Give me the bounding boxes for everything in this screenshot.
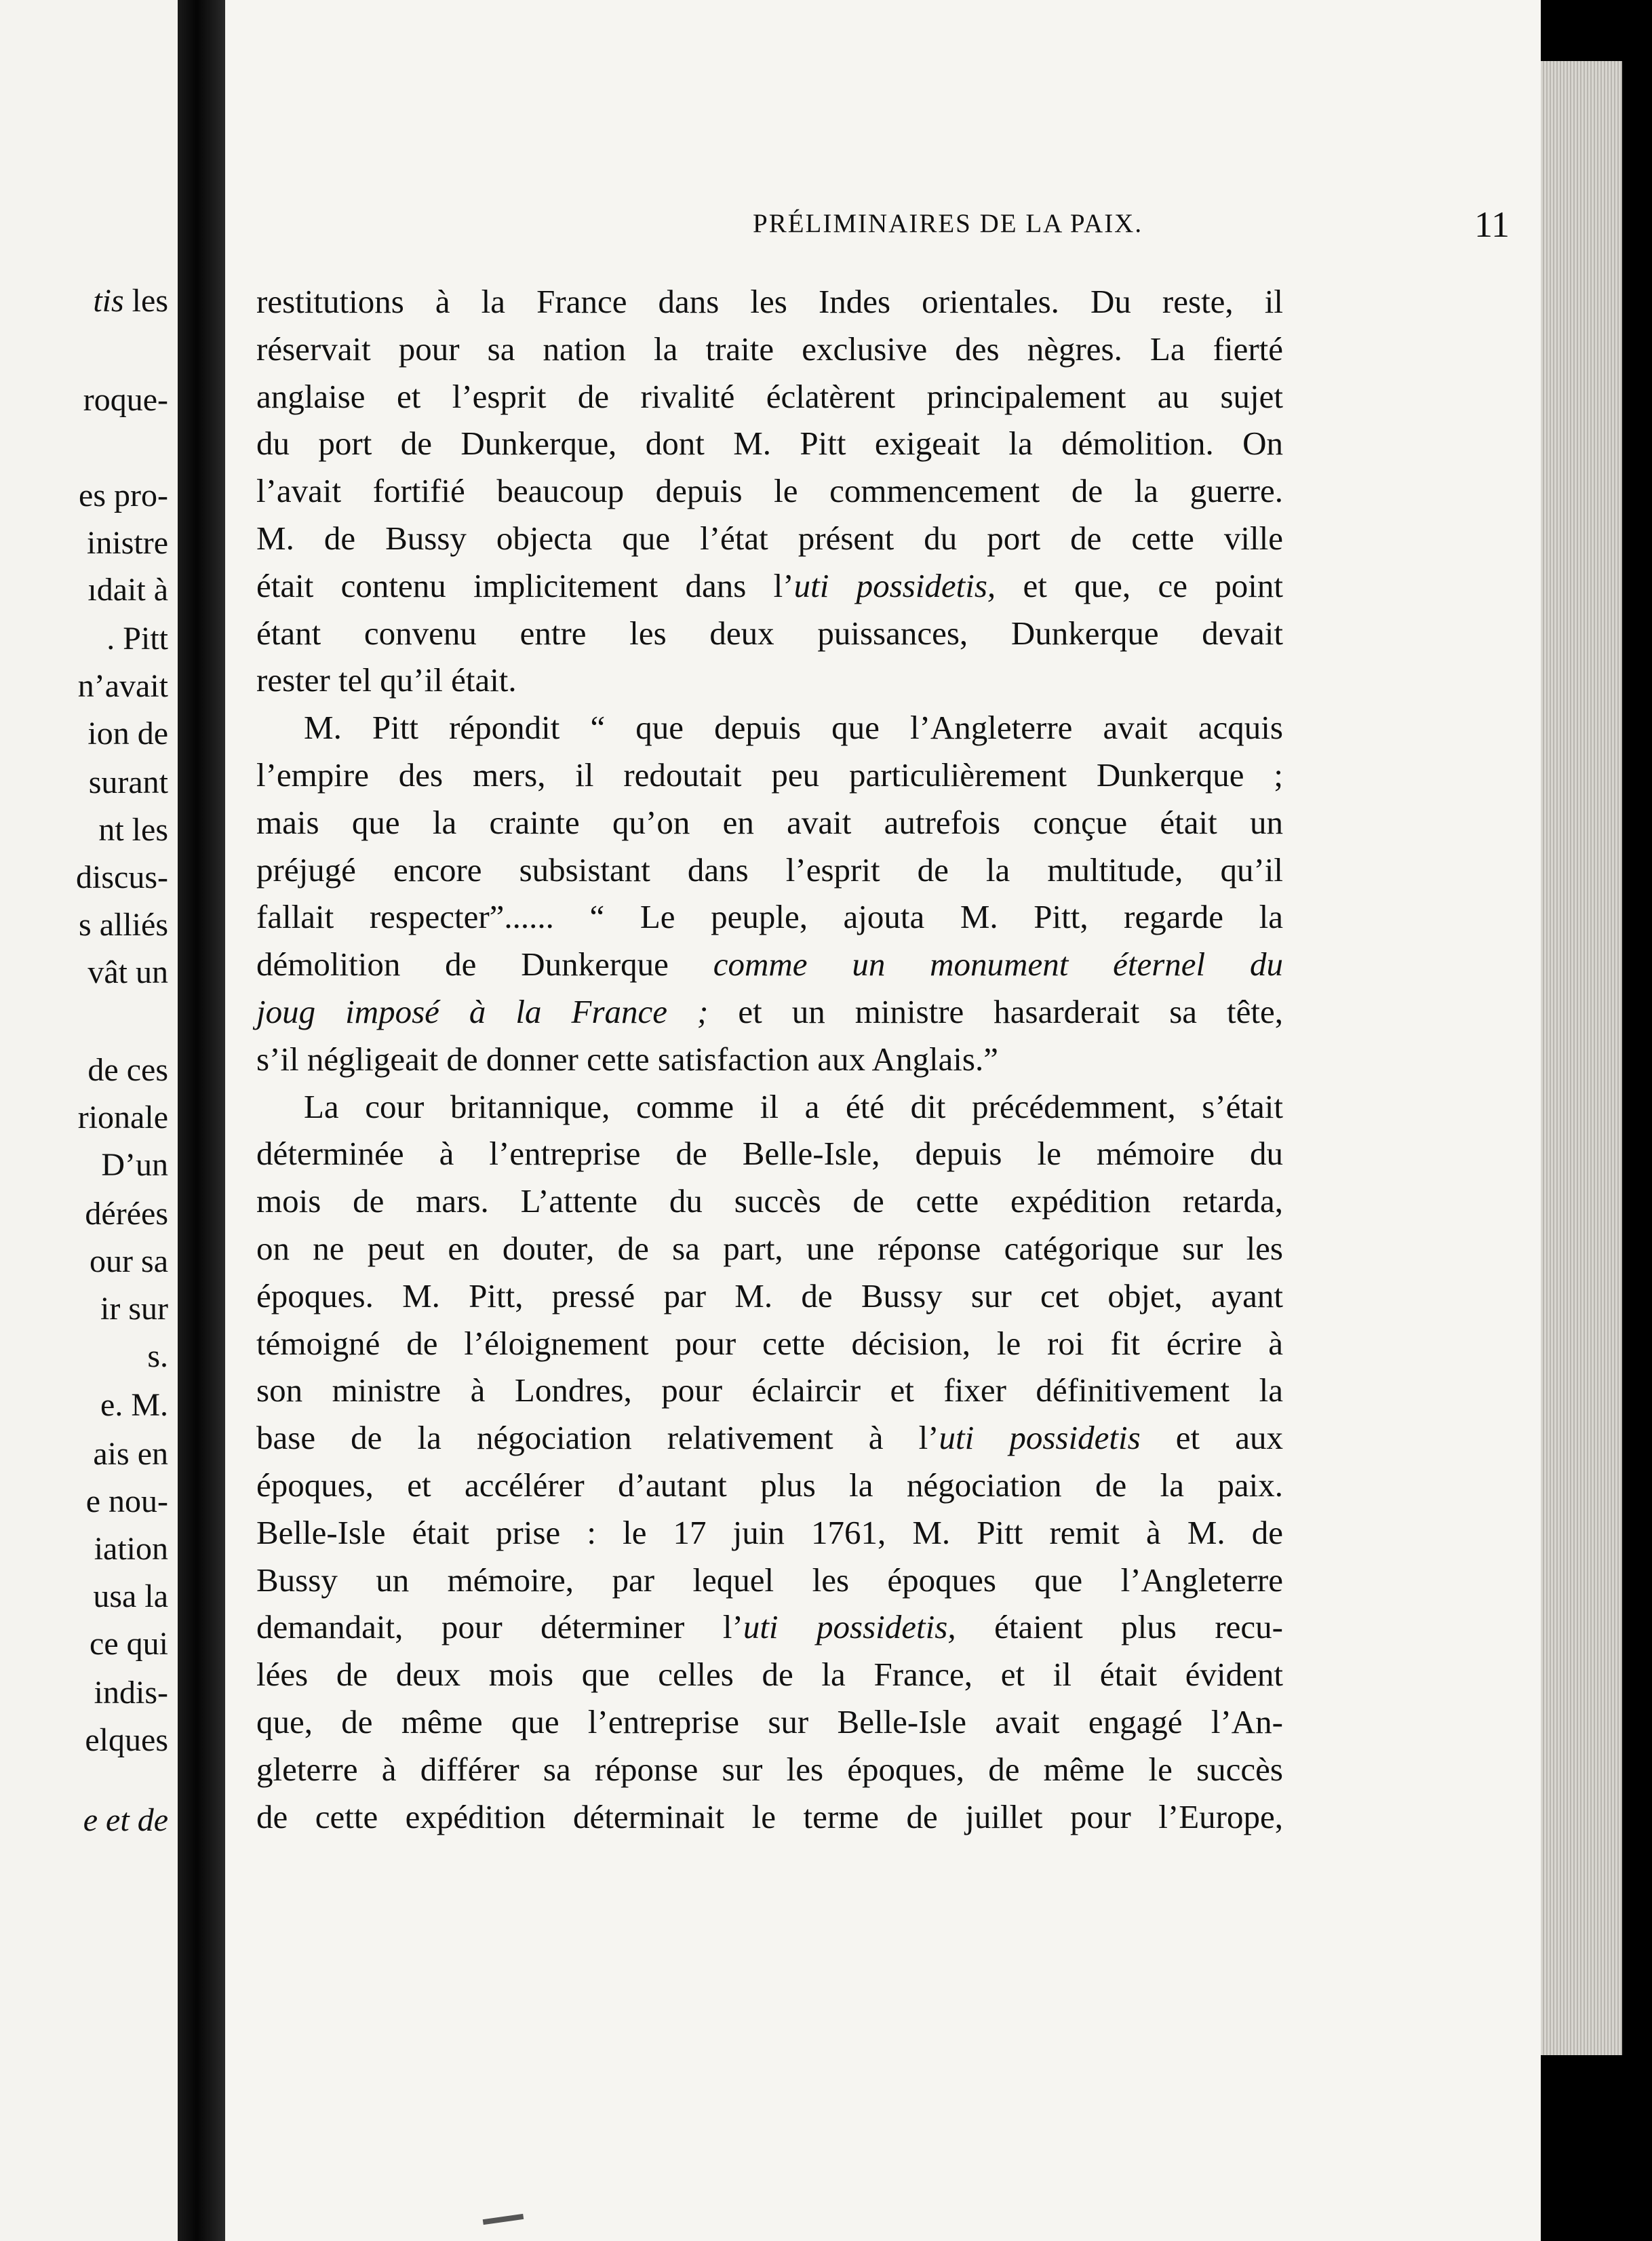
text-line bbox=[256, 1367, 1283, 1414]
facing-page-line-fragment bbox=[98, 814, 168, 846]
fragment-text: e. M. bbox=[100, 1387, 168, 1423]
fragment-text: dérées bbox=[85, 1196, 168, 1232]
text-line bbox=[256, 1177, 1283, 1225]
text-line bbox=[256, 326, 1283, 373]
facing-page-line-fragment bbox=[147, 1340, 168, 1373]
fragment-text: iation bbox=[94, 1531, 168, 1567]
text-run: préjugé encore subsistant dans l’esprit de la multitude, qu’il bbox=[256, 851, 1283, 889]
italic-text: uti possidetis, bbox=[743, 1608, 956, 1646]
text-run: étant convenu entre les deux puissances, Dunkerque devait bbox=[256, 614, 1283, 652]
text-line bbox=[256, 1036, 1283, 1083]
facing-page-fragment bbox=[0, 0, 178, 2241]
text-run: M. de Bussy objecta que l’état présent du port de cette ville bbox=[256, 519, 1283, 557]
text-run: époques, et accélérer d’autant plus la négociation de la paix. bbox=[256, 1466, 1283, 1504]
text-line bbox=[256, 1509, 1283, 1557]
facing-page-line-fragment bbox=[87, 1054, 168, 1087]
text-run: de cette expédition déterminait le terme de juillet pour l’Europe, bbox=[256, 1797, 1283, 1835]
fragment-text: indis- bbox=[94, 1675, 168, 1711]
fragment-text: s. bbox=[147, 1338, 168, 1374]
text-line bbox=[256, 1462, 1283, 1509]
text-run: La cour britannique, comme il a été dit précédemment, s’était bbox=[304, 1087, 1283, 1125]
facing-page-line-fragment bbox=[100, 1389, 168, 1422]
text-run: fallait respecter”...... “ Le peuple, ajouta M. Pitt, regarde la bbox=[256, 898, 1283, 936]
facing-page-line-fragment bbox=[77, 1099, 168, 1135]
facing-page-line-fragment bbox=[93, 1438, 168, 1470]
text-line bbox=[256, 799, 1283, 846]
text-line bbox=[256, 1793, 1283, 1841]
facing-page-line-fragment bbox=[78, 670, 168, 703]
facing-page-line-fragment bbox=[85, 1198, 168, 1230]
fragment-text: roque- bbox=[83, 382, 168, 418]
facing-page-line-fragment bbox=[106, 623, 168, 655]
text-line bbox=[256, 1130, 1283, 1177]
text-run: gleterre à différer sa réponse sur les époques, de même le succès bbox=[256, 1750, 1283, 1788]
fragment-text: usa la bbox=[93, 1578, 168, 1614]
text-run: demandait, pour déterminer l’ bbox=[256, 1608, 743, 1646]
fragment-text: nt les bbox=[98, 812, 168, 848]
book-gutter bbox=[178, 0, 225, 2241]
fragment-text: elques bbox=[85, 1722, 168, 1758]
italic-text: comme un monument éternel du bbox=[713, 946, 1283, 983]
facing-page-line-fragment bbox=[87, 718, 168, 750]
facing-page-line-fragment bbox=[83, 1804, 168, 1837]
fragment-text: rionale bbox=[77, 1099, 168, 1135]
text-line bbox=[256, 988, 1283, 1036]
text-run: époques. M. Pitt, pressé par M. de Bussy sur cet objet, ayant bbox=[256, 1277, 1283, 1314]
text-line bbox=[256, 846, 1283, 894]
text-line bbox=[256, 1272, 1283, 1320]
text-line bbox=[256, 610, 1283, 657]
page-number: 11 bbox=[1474, 204, 1510, 245]
text-line bbox=[256, 752, 1283, 799]
facing-page-line-fragment bbox=[86, 1485, 168, 1518]
text-line bbox=[256, 1083, 1283, 1131]
italic-text: uti possidetis bbox=[939, 1419, 1141, 1457]
text-line bbox=[256, 420, 1283, 467]
body-text bbox=[256, 278, 1283, 1840]
text-line bbox=[256, 1603, 1283, 1651]
text-line bbox=[256, 1225, 1283, 1272]
text-run: réservait pour sa nation la traite exclusive des nègres. La fierté bbox=[256, 330, 1283, 368]
text-run: l’avait fortifié beaucoup depuis le commencement de la guerre. bbox=[256, 472, 1283, 510]
fragment-text: surant bbox=[88, 764, 168, 800]
fragment-text: inistre bbox=[87, 525, 168, 561]
text-run: démolition de Dunkerque bbox=[256, 946, 713, 983]
text-run: M. Pitt répondit “ que depuis que l’Angleterre avait acquis bbox=[304, 709, 1283, 747]
facing-page-line-fragment bbox=[94, 1533, 168, 1565]
text-run: et un ministre hasarderait sa tête, bbox=[708, 992, 1284, 1030]
fragment-text: vât un bbox=[87, 954, 168, 990]
facing-page-line-fragment bbox=[76, 861, 168, 894]
text-run: et aux bbox=[1140, 1419, 1283, 1457]
text-run: Belle-Isle était prise : le 17 juin 1761, M. Pitt remit à M. de bbox=[256, 1513, 1283, 1551]
text-run: lées de deux mois que celles de la France, et il était évident bbox=[256, 1656, 1283, 1694]
facing-page-line-fragment bbox=[93, 285, 168, 317]
facing-page-line-fragment bbox=[101, 1149, 168, 1182]
text-line bbox=[256, 657, 1283, 704]
facing-page-line-fragment bbox=[93, 1580, 168, 1613]
text-run: que, de même que l’entreprise sur Belle-Isle avait engagé l’An- bbox=[256, 1702, 1283, 1740]
facing-page-line-fragment bbox=[90, 1245, 168, 1278]
facing-page-line-fragment bbox=[79, 480, 168, 512]
fragment-text: ion de bbox=[87, 716, 168, 752]
fragment-text: ir sur bbox=[100, 1291, 168, 1327]
facing-page-line-fragment bbox=[87, 527, 168, 560]
fragment-text: ce qui bbox=[90, 1626, 168, 1662]
fragment-text-tail: les bbox=[123, 283, 168, 319]
text-line bbox=[256, 704, 1283, 752]
page-stack-edge bbox=[1541, 61, 1622, 2055]
facing-page-line-fragment bbox=[100, 1293, 168, 1325]
text-run: était contenu implicitement dans l’ bbox=[256, 566, 794, 604]
text-run: base de la négociation relativement à l’ bbox=[256, 1419, 939, 1457]
text-line bbox=[256, 562, 1283, 610]
facing-page-line-fragment bbox=[85, 1724, 168, 1757]
text-line bbox=[256, 278, 1283, 326]
fragment-text: de ces bbox=[87, 1052, 168, 1088]
fragment-text: e et de bbox=[83, 1802, 168, 1838]
text-run: anglaise et l’esprit de rivalité éclatèrent principalement au sujet bbox=[256, 377, 1283, 415]
text-run: et que, ce point bbox=[996, 566, 1284, 604]
text-run: mois de mars. L’attente du succès de cette expédition retarda, bbox=[256, 1182, 1283, 1220]
facing-page-line-fragment bbox=[90, 1628, 168, 1660]
facing-page-line-fragment bbox=[83, 384, 168, 416]
running-title: PRÉLIMINAIRES DE LA PAIX. bbox=[753, 209, 1143, 238]
text-line bbox=[256, 467, 1283, 515]
fragment-text: ıdait à bbox=[87, 572, 168, 608]
text-run: déterminée à l’entreprise de Belle-Isle, depuis le mémoire du bbox=[256, 1135, 1283, 1173]
text-run: mais que la crainte qu’on en avait autrefois conçue était un bbox=[256, 803, 1283, 841]
text-line bbox=[256, 1320, 1283, 1367]
text-run: du port de Dunkerque, dont M. Pitt exigeait la démolition. On bbox=[256, 425, 1283, 463]
fragment-text: es pro- bbox=[79, 478, 168, 513]
text-run: rester tel qu’il était. bbox=[256, 661, 517, 699]
text-line bbox=[256, 893, 1283, 941]
text-line bbox=[256, 515, 1283, 562]
facing-page-line-fragment bbox=[89, 766, 168, 799]
text-line bbox=[256, 1651, 1283, 1698]
text-line bbox=[256, 1746, 1283, 1793]
fragment-text: D’un bbox=[101, 1147, 168, 1183]
facing-page-line-fragment bbox=[87, 574, 168, 606]
fragment-text: tis bbox=[93, 283, 124, 319]
fragment-text: n’avait bbox=[77, 668, 168, 704]
text-run: l’empire des mers, il redoutait peu particulièrement Dunkerque ; bbox=[256, 756, 1283, 794]
text-run: on ne peut en douter, de sa part, une réponse catégorique sur les bbox=[256, 1229, 1283, 1267]
text-run: s’il négligeait de donner cette satisfaction aux Anglais.” bbox=[256, 1040, 998, 1078]
fragment-text: s alliés bbox=[79, 907, 168, 943]
text-run: témoigné de l’éloignement pour cette décision, le roi fit écrire à bbox=[256, 1324, 1283, 1362]
text-line bbox=[256, 373, 1283, 421]
fragment-text: our sa bbox=[90, 1243, 168, 1279]
text-line bbox=[256, 941, 1283, 988]
facing-page-line-fragment bbox=[94, 1677, 168, 1709]
italic-text: uti possidetis, bbox=[793, 566, 996, 604]
text-line bbox=[256, 1557, 1283, 1604]
fragment-text: ais en bbox=[93, 1436, 168, 1472]
fragment-text: discus- bbox=[76, 859, 168, 895]
facing-page-line-fragment bbox=[87, 956, 168, 989]
italic-text: joug imposé à la France ; bbox=[256, 992, 709, 1030]
facing-page-line-fragment bbox=[79, 909, 168, 941]
text-line bbox=[256, 1698, 1283, 1746]
fragment-text: e nou- bbox=[85, 1483, 168, 1519]
fragment-text: . Pitt bbox=[106, 621, 168, 657]
text-run: Bussy un mémoire, par lequel les époques que l’Angleterre bbox=[256, 1561, 1283, 1599]
text-run: restitutions à la France dans les Indes orientales. Du reste, il bbox=[256, 283, 1283, 320]
text-run: son ministre à Londres, pour éclaircir et fixer définitivement la bbox=[256, 1371, 1283, 1409]
text-line bbox=[256, 1414, 1283, 1462]
text-run: étaient plus recu- bbox=[956, 1608, 1283, 1646]
